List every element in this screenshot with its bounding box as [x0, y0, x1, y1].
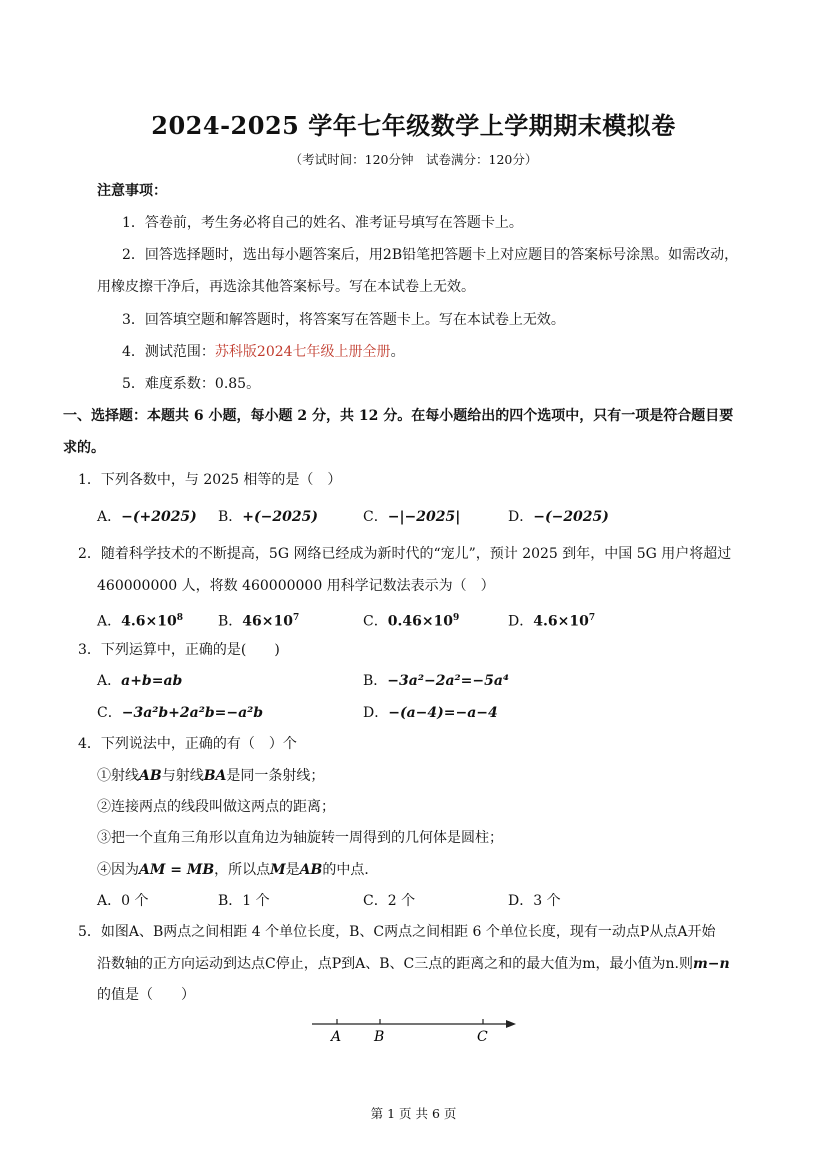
notice-item-2-cont: 用橡皮擦干净后，再选涂其他答案标号。写在本试卷上无效。 — [97, 279, 475, 295]
label-c: C — [477, 1029, 488, 1045]
notice-heading: 注意事项： — [97, 183, 167, 199]
q2-option-b: B．$46\times 10^7$ — [218, 613, 300, 630]
q3-option-b: B．−3a²−2a²=−5a⁴ — [363, 673, 510, 689]
page-title: 2024-2025 学年七年级数学上学期期末模拟卷 — [151, 111, 676, 140]
q1-option-d: D．−(−2025) — [508, 509, 609, 525]
q3-option-d: D．−(a−4)=−a−4 — [363, 705, 498, 721]
arrow-icon — [506, 1020, 516, 1028]
q4-statement-2: ②连接两点的线段叫做这两点的距离； — [97, 799, 335, 815]
q2-stem-cont: 460000000 人，将数 460000000 用科学记数法表示为（ ） — [97, 578, 495, 594]
q5-stem-end: 的值是（ ） — [97, 987, 195, 1003]
q4-option-a: A．0 个 — [97, 893, 149, 909]
q4-option-d: D．3 个 — [508, 893, 561, 909]
q5-stem-cont: 沿数轴的正方向运动到达点C停止，点P到A、B、C三点的距离之和的最大值为m，最小值为n.则m−n — [97, 956, 730, 972]
q3-stem: 3．下列运算中，正确的是( ) — [78, 642, 280, 658]
notice-item-5: 5．难度系数：0.85。 — [122, 376, 261, 392]
q2-stem: 2．随着科学技术的不断提高，5G 网络已经成为新时代的“宠儿”，预计 2025 到年，中国 5G 用户将超过 — [78, 546, 732, 562]
q2-option-a: A．$4.6\times 10^8$ — [97, 613, 183, 630]
notice-item-4 — [122, 342, 405, 362]
q4-stem: 4．下列说法中，正确的有（ ）个 — [78, 736, 297, 752]
q3-option-c: C．−3a²b+2a²b=−a²b — [97, 705, 264, 721]
q4-option-c: C．2 个 — [363, 893, 416, 909]
q1-option-b: B．+(−2025) — [218, 509, 318, 525]
notice-item-2: 2．回答选择题时，选出每小题答案后，用2B铅笔把答题卡上对应题目的答案标号涂黑。如需改动， — [122, 247, 739, 263]
q2-option-c: C．$0.46\times 10^9$ — [363, 613, 460, 630]
q1-option-c: C．−|−2025| — [363, 509, 461, 525]
notice-item-4-prefix: 4．测试范围： — [122, 344, 215, 360]
q4-option-b: B．1 个 — [218, 893, 270, 909]
exam-info: （考试时间：120分钟 试卷满分：120分） — [289, 152, 538, 167]
q1-option-a: A．−(+2025) — [97, 509, 197, 525]
section-heading: 一、选择题：本题共 6 小题，每小题 2 分，共 12 分。在每小题给出的四个选项中，只有一项是符合题目要 — [63, 408, 734, 424]
label-b: B — [374, 1029, 385, 1045]
q4-statement-1: ①射线AB与射线BA是同一条射线； — [97, 768, 325, 784]
q2-option-d: D．$4.6\times 10^7$ — [508, 613, 596, 630]
q4-statement-4: ④因为AM = MB，所以点M是AB的中点． — [97, 862, 379, 878]
q5-stem: 5．如图A、B两点之间相距 4 个单位长度，B、C两点之间相距 6 个单位长度，现有一动点P从点A开始 — [78, 924, 716, 940]
notice-item-4-suffix: 。 — [390, 344, 405, 360]
number-line-figure — [300, 1012, 525, 1052]
notice-item-1: 1．答卷前，考生务必将自己的姓名、准考证号填写在答题卡上。 — [122, 215, 523, 231]
notice-item-3: 3．回答填空题和解答题时，将答案写在答题卡上。写在本试卷上无效。 — [122, 312, 565, 328]
label-a: A — [331, 1029, 342, 1045]
test-scope: 苏科版2024七年级上册全册 — [214, 344, 391, 360]
section-heading-cont: 求的。 — [63, 440, 105, 456]
q1-stem: 1．下列各数中，与 2025 相等的是（ ） — [78, 472, 342, 488]
q4-statement-3: ③把一个直角三角形以直角边为轴旋转一周得到的几何体是圆柱； — [97, 830, 503, 846]
q3-option-a: A．a+b=ab — [97, 673, 183, 689]
page-number: 第 1 页 共 6 页 — [370, 1106, 457, 1121]
